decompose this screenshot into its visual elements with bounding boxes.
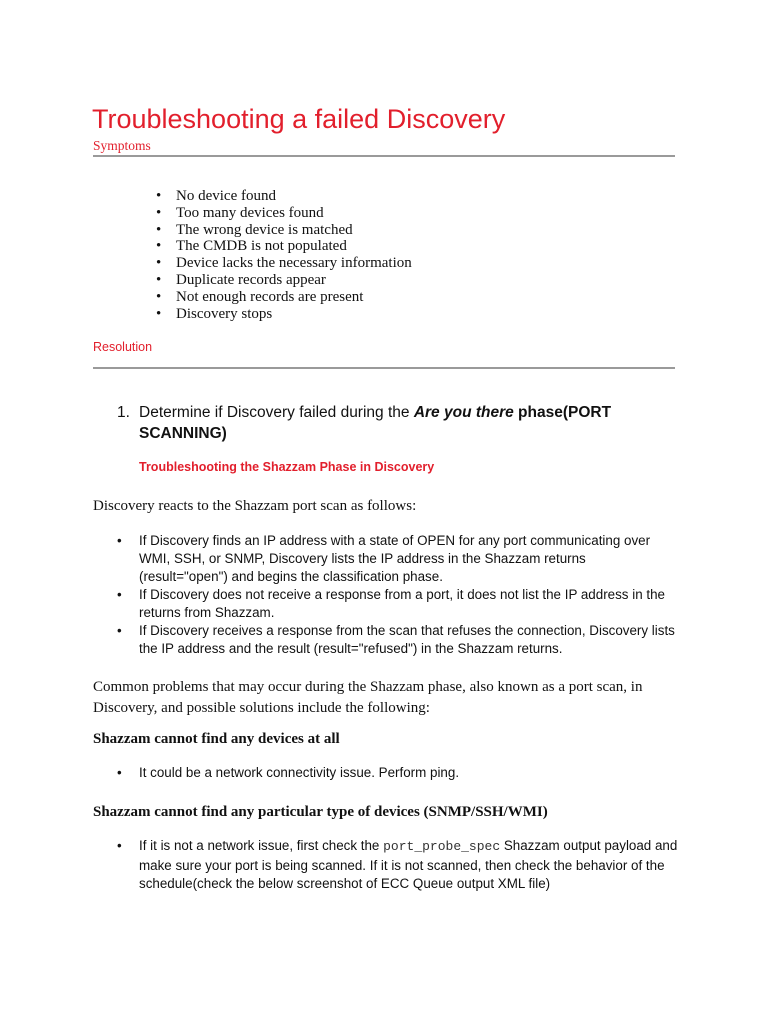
reacts-list [118,532,678,658]
list-item: • Duplicate records appear [156,272,412,289]
divider [93,155,675,157]
list-item: • The wrong device is matched [156,222,412,239]
step-1-emphasis: Are you there [413,404,514,421]
divider [93,367,675,369]
problem-1-list [118,764,678,782]
list-item: • It could be a network connectivity issue. Perform ping. [118,764,678,782]
step-1-number: 1. [117,404,130,421]
list-item: • The CMDB is not populated [156,238,412,255]
problem-1-heading: Shazzam cannot find any devices at all [93,731,340,747]
step-1-post: phase(PORT SCANNING) [139,404,612,442]
bullet-text: If it is not a network issue, first check the [139,838,384,853]
step-1-text [139,402,659,444]
list-item [118,837,678,894]
list-item: • Discovery stops [156,306,412,323]
resolution-heading: Resolution [93,340,153,354]
symptoms-list [156,188,412,322]
step-1-pre: Determine if Discovery failed during the [139,404,414,421]
list-item: • Device lacks the necessary information [156,255,412,272]
code-port-probe-spec: port_probe_spec [383,839,501,854]
document-title: Troubleshooting a failed Discovery [92,104,506,134]
list-item: • If Discovery receives a response from the scan that refuses the connection, Discovery lists the IP address and the result (result="refused") in the Shazzam returns. [118,622,678,658]
problem-2-heading: Shazzam cannot find any particular type of devices (SNMP/SSH/WMI) [93,804,548,820]
shazzam-heading: Troubleshooting the Shazzam Phase in Discovery [139,460,435,474]
problem-2-list [118,837,678,894]
list-item: • No device found [156,188,412,205]
list-item: • Not enough records are present [156,289,412,306]
bullet-text: Shazzam output payload and make sure your port is being scanned. If it is not scanned, then check the behavior of the schedule(check the below screenshot of ECC Queue output XML file) [139,838,678,891]
list-item: • If Discovery does not receive a response from a port, it does not list the IP address in the returns from Shazzam. [118,586,678,622]
common-problems: Common problems that may occur during the Shazzam phase, also known as a port scan, in Discovery, and possible solutions include the following: [93,679,643,716]
symptoms-heading: Symptoms [93,138,151,153]
list-item: • If Discovery finds an IP address with a state of OPEN for any port communicating over WMI, SSH, or SNMP, Discovery lists the IP address in the Shazzam returns (result="open") and begins the classification phase. [118,532,678,586]
list-item: • Too many devices found [156,205,412,222]
reacts-intro: Discovery reacts to the Shazzam port scan as follows: [93,498,417,514]
